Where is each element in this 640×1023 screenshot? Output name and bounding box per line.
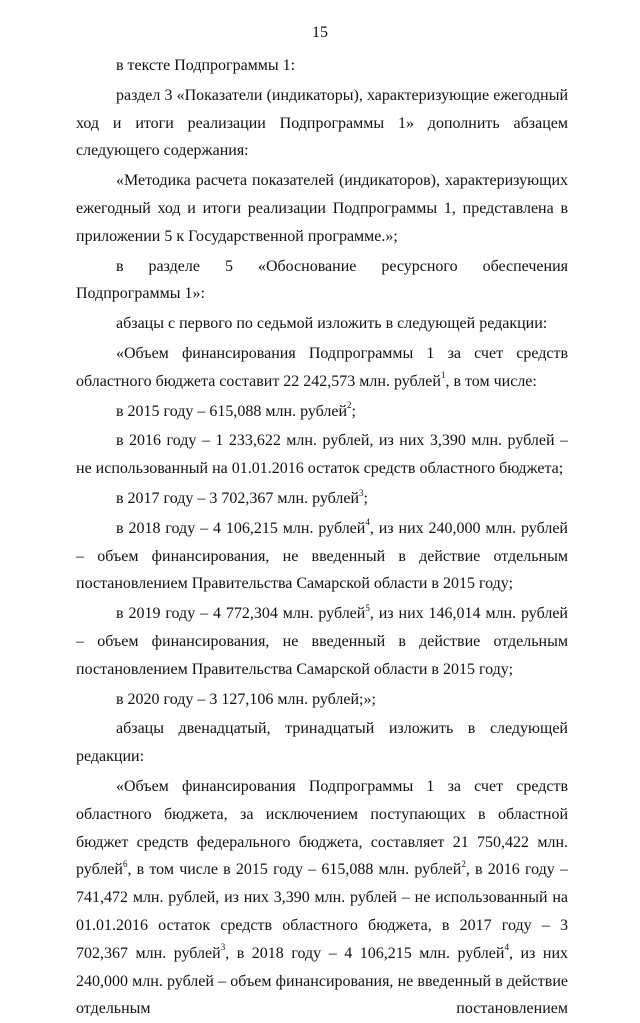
p14-text-2: , в том числе в 2015 году – 615,088 млн. рублей xyxy=(127,861,462,879)
p14-text-5: , из них 240,000 млн. рублей – объем финансирования, не введенный в действие отдельным постановлением xyxy=(76,944,569,1018)
p7-text-a: в 2015 году – 615,088 млн. рублей xyxy=(116,402,348,420)
paragraph-9 xyxy=(76,485,568,513)
paragraph-8: в 2016 году – 1 233,622 млн. рублей, из них 3,390 млн. рублей – не использованный на 01.01.2016 остаток средств областного бюджета; xyxy=(76,432,568,478)
paragraph-7 xyxy=(76,398,568,426)
paragraph-4: в разделе 5 «Обоснование ресурсного обеспечения Подпрограммы 1»: xyxy=(76,257,568,303)
p9-text-a: в 2017 году – 3 702,367 млн. рублей xyxy=(116,489,360,507)
paragraph-1: в тексте Подпрограммы 1: xyxy=(116,57,296,74)
footnote-ref-2: 2 xyxy=(347,400,352,411)
footnote-ref-3: 3 xyxy=(359,487,364,498)
p14-text-3: , в 2016 году – 741,472 млн. рублей, из них 3,390 млн. рублей – не использованный на 01.01.2016 остаток средств областного бюджета, в 2017 году – 3 702,367 млн. рублей xyxy=(76,861,568,962)
paragraph-6 xyxy=(76,340,568,396)
footnote-ref-2b: 2 xyxy=(461,858,466,869)
p9-text-b: ; xyxy=(363,489,368,507)
p14-text-4: , в 2018 году – 4 106,215 млн. рублей xyxy=(225,944,505,962)
footnote-ref-4: 4 xyxy=(365,517,370,528)
paragraph-5: абзацы с первого по седьмой изложить в следующей редакции: xyxy=(116,315,548,333)
footnote-ref-3b: 3 xyxy=(220,942,226,953)
p10-text-b: , из них 240,000 млн. рублей – объем финансирования, не введенный в действие отдельным постановлением Правительства Самарской области в 2015 году; xyxy=(76,519,568,593)
p11-text-a: в 2019 году – 4 772,304 млн. рублей xyxy=(116,605,366,623)
footnote-ref-5: 5 xyxy=(365,602,370,613)
footnote-ref-4b: 4 xyxy=(504,942,509,953)
paragraph-12: в 2020 году – 3 127,106 млн. рублей;»; xyxy=(116,690,376,708)
paragraph-3: «Методика расчета показателей (индикаторов), характеризующих ежегодный ход и итоги реализации Подпрограммы 1, представлена в приложении 5 к Государственной программе.»; xyxy=(76,172,568,245)
paragraph-11 xyxy=(76,600,568,683)
footnote-ref-1: 1 xyxy=(440,370,446,381)
p14-text-1: «Объем финансирования Подпрограммы 1 за счет средств областного бюджета, за исключением поступающих в областной бюджет средств федерального бюджета, составляет 21 750,422 млн. рублей xyxy=(76,777,568,879)
document-body xyxy=(76,52,568,1023)
page-number: 15 xyxy=(312,24,328,41)
p10-text-a: в 2018 году – 4 106,215 млн. рублей xyxy=(116,519,366,537)
paragraph-14 xyxy=(76,773,568,1023)
paragraph-10 xyxy=(76,515,568,598)
p11-text-b: , из них 146,014 млн. рублей – объем финансирования, не введенный в действие отдельным постановлением Правительства Самарской области в 2015 году; xyxy=(76,605,568,678)
p6-text-a: «Объем финансирования Подпрограммы 1 за счет средств областного бюджета составит 22 242,573 млн. рублей xyxy=(76,344,568,390)
p6-text-b: , в том числе: xyxy=(445,372,537,390)
p7-text-b: ; xyxy=(351,402,356,420)
paragraph-13: абзацы двенадцатый, тринадцатый изложить в следующей редакции: xyxy=(76,720,568,766)
footnote-ref-6: 6 xyxy=(122,858,128,869)
paragraph-2: раздел 3 «Показатели (индикаторы), характеризующие ежегодный ход и итоги реализации Подпрограммы 1» дополнить абзацем следующего содержания: xyxy=(76,86,568,160)
